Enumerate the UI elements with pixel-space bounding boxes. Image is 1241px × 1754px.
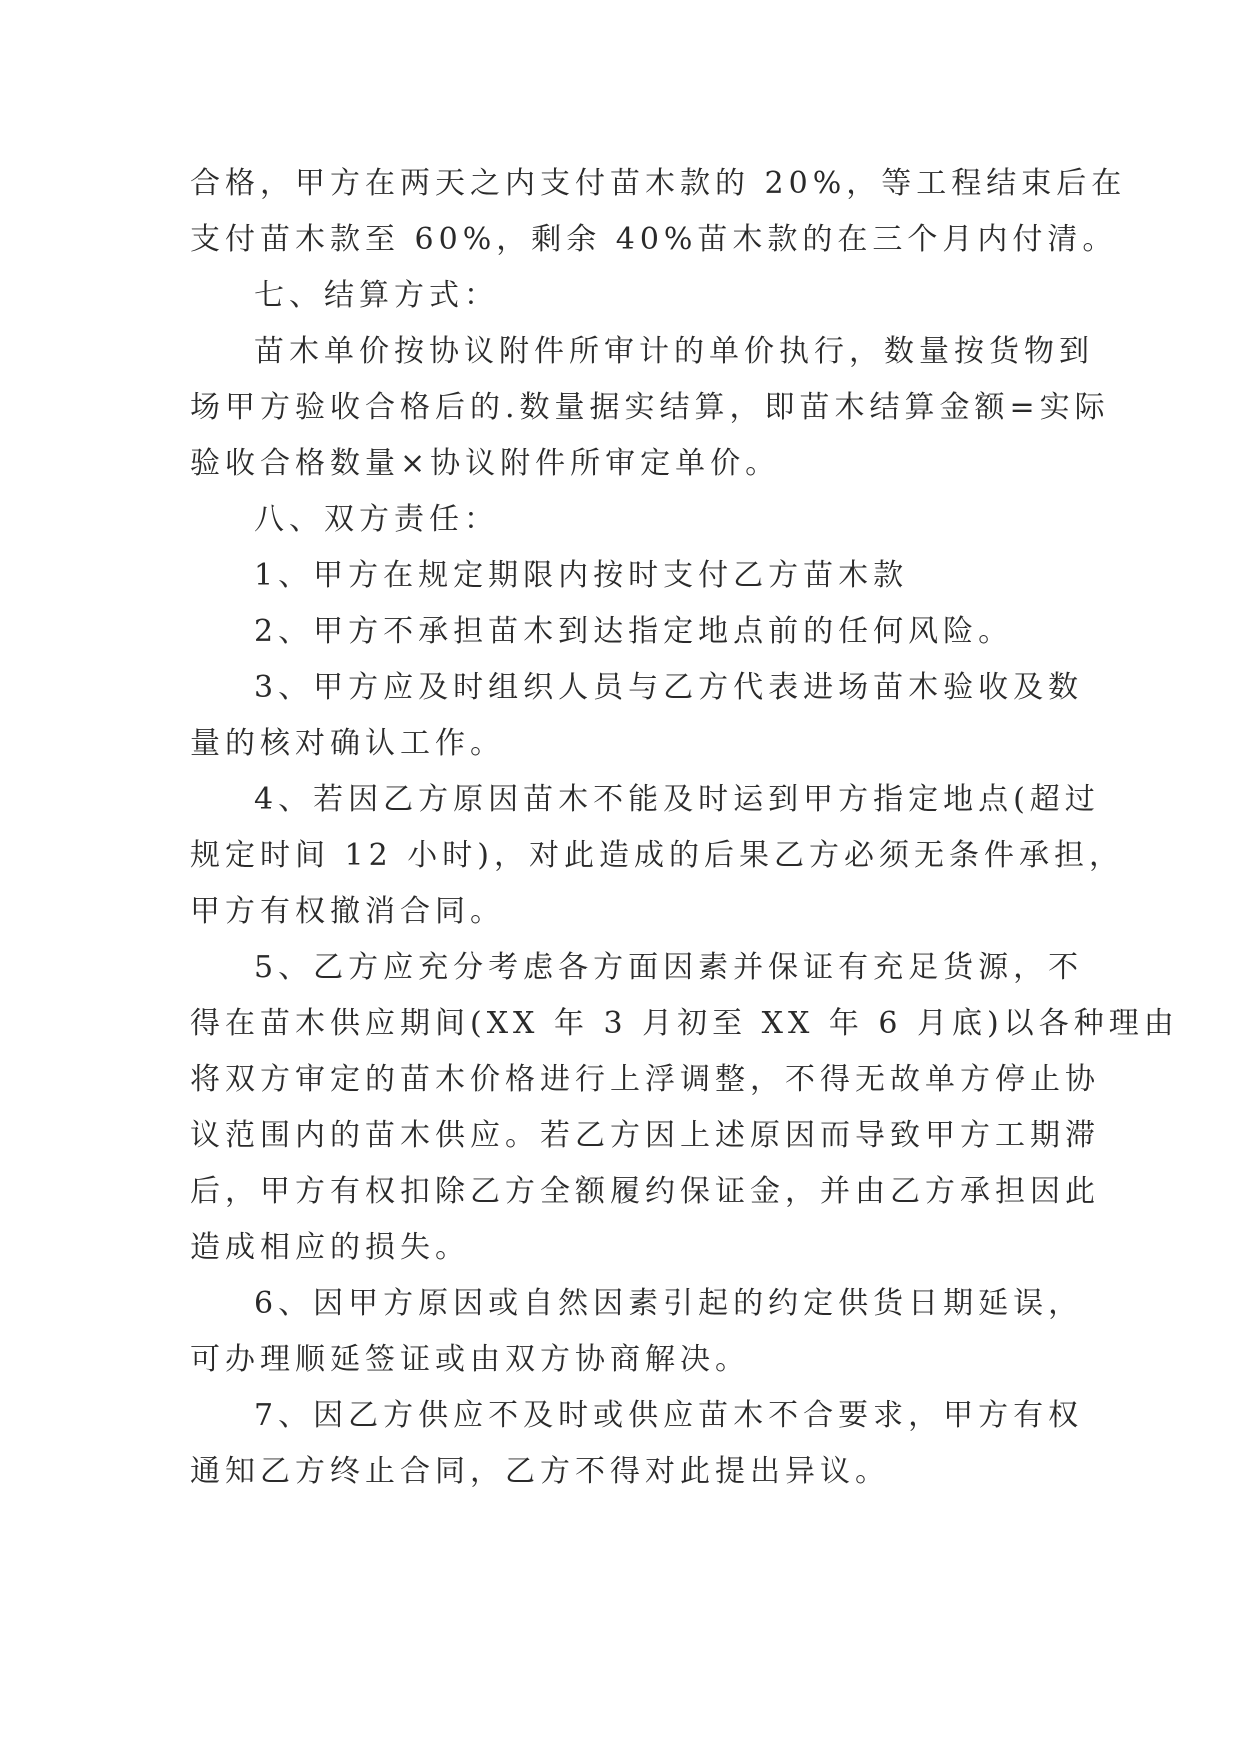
text-line: 苗木单价按协议附件所审计的单价执行，数量按货物到 <box>254 334 1094 369</box>
text-line: 后，甲方有权扣除乙方全额履约保证金，并由乙方承担因此 <box>190 1174 1100 1209</box>
text-line: 甲方有权撤消合同。 <box>190 894 505 929</box>
text-line: 支付苗木款至 60%，剩余 40%苗木款的在三个月内付清。 <box>190 222 1118 257</box>
text-line: 合格，甲方在两天之内支付苗木款的 20%，等工程结束后在 <box>190 166 1127 201</box>
text-line: 得在苗木供应期间(XX 年 3 月初至 XX 年 6 月底)以各种理由 <box>190 1006 1179 1041</box>
text-line: 场甲方验收合格后的.数量据实结算，即苗木结算金额=实际 <box>190 390 1110 425</box>
text-line: 3、甲方应及时组织人员与乙方代表进场苗木验收及数 <box>254 670 1084 705</box>
section-heading: 七、结算方式： <box>254 278 499 313</box>
text-line: 通知乙方终止合同，乙方不得对此提出异议。 <box>190 1454 890 1489</box>
text-line: 可办理顺延签证或由双方协商解决。 <box>190 1342 750 1377</box>
text-line: 5、乙方应充分考虑各方面因素并保证有充足货源，不 <box>254 950 1084 985</box>
text-line: 造成相应的损失。 <box>190 1230 470 1265</box>
text-line: 验收合格数量×协议附件所审定单价。 <box>190 446 781 481</box>
text-line: 4、若因乙方原因苗木不能及时运到甲方指定地点(超过 <box>254 782 1100 817</box>
text-line: 6、因甲方原因或自然因素引起的约定供货日期延误， <box>254 1286 1084 1321</box>
text-line: 1、甲方在规定期限内按时支付乙方苗木款 <box>254 558 909 593</box>
section-heading: 八、双方责任： <box>254 502 499 537</box>
text-line: 2、甲方不承担苗木到达指定地点前的任何风险。 <box>254 614 1014 649</box>
text-line: 议范围内的苗木供应。若乙方因上述原因而导致甲方工期滞 <box>190 1118 1100 1153</box>
text-line: 规定时间 12 小时)，对此造成的后果乙方必须无条件承担， <box>190 838 1124 873</box>
text-line: 量的核对确认工作。 <box>190 726 505 761</box>
text-line: 7、因乙方供应不及时或供应苗木不合要求，甲方有权 <box>254 1398 1084 1433</box>
document-body <box>190 156 1179 1500</box>
text-line: 将双方审定的苗木价格进行上浮调整，不得无故单方停止协 <box>190 1062 1100 1097</box>
